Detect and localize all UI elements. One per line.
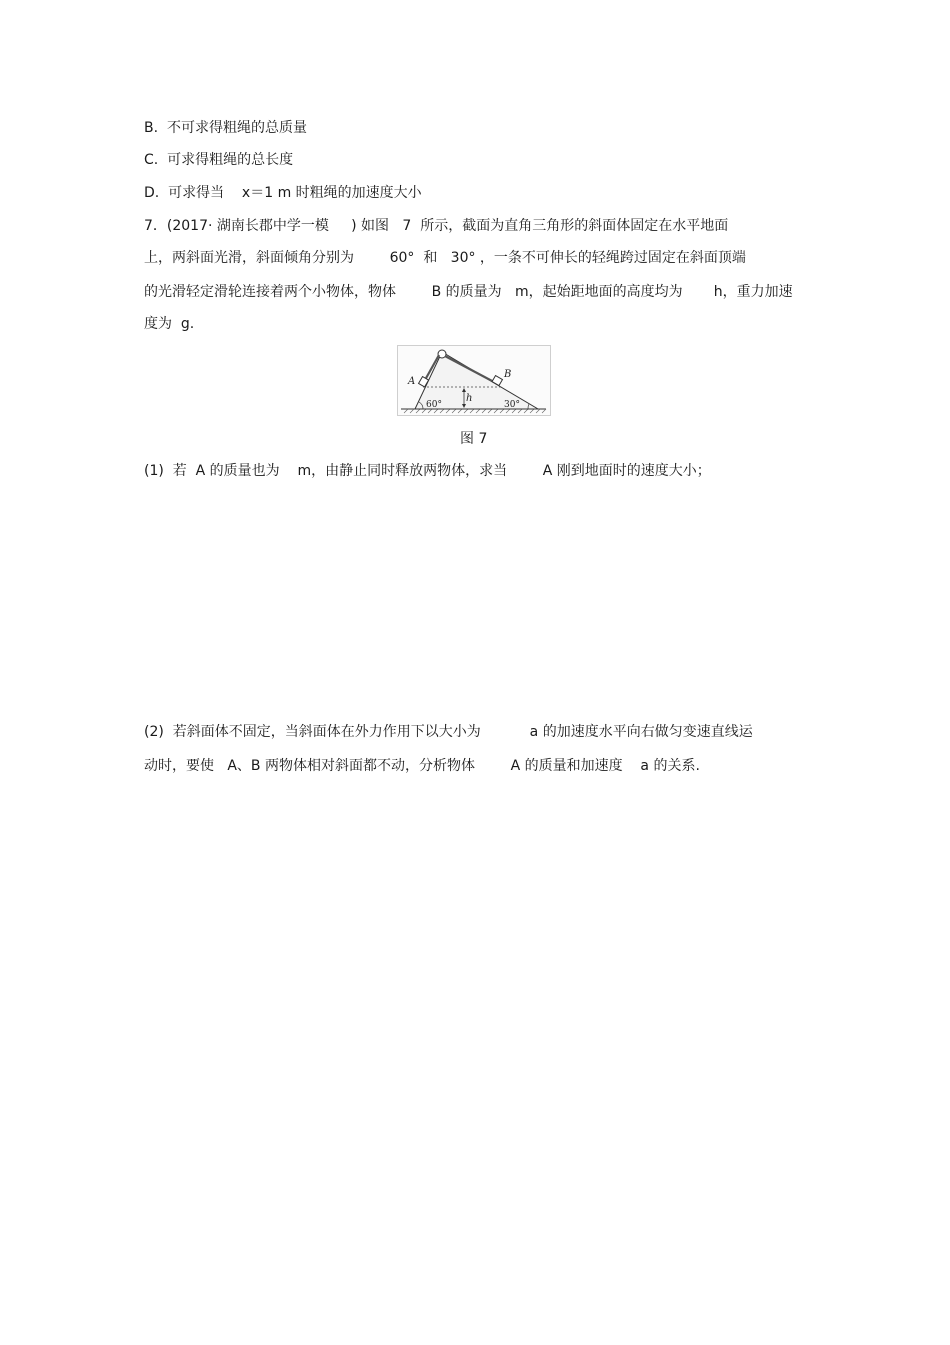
incline-figure (397, 345, 551, 416)
label-a: A (408, 376, 416, 387)
option-c: C. 可求得粗绳的总长度 (144, 152, 294, 168)
question-7-line-1: 7．(2017· 湖南长郡中学一模 ) 如图 7 所示，截面为直角三角形的斜面体固定在水平地面 (144, 218, 729, 234)
part-1-text: (1) 若 A 的质量也为 m，由静止同时释放两物体，求当 A 刚到地面时的速度大小； (144, 463, 711, 479)
option-b: B. 不可求得粗绳的总质量 (144, 120, 307, 136)
option-d: D. 可求得当 x＝1 m 时粗绳的加速度大小 (144, 185, 422, 201)
part-2-line-1: (2) 若斜面体不固定，当斜面体在外力作用下以大小为 a 的加速度水平向右做匀变速直线运 (144, 724, 753, 740)
question-7-line-2: 上，两斜面光滑，斜面倾角分别为 60° 和 30° ，一条不可伸长的轻绳跨过固定在斜面顶端 (144, 250, 746, 266)
question-7-line-3: 的光滑轻定滑轮连接着两个小物体，物体 B 的质量为 m，起始距地面的高度均为 h，重力加速 (144, 284, 793, 300)
question-7-line-4: 度为 g. (144, 316, 195, 332)
part-2-line-2: 动时，要使 A、B 两物体相对斜面都不动，分析物体 A 的质量和加速度 a 的关系. (144, 758, 700, 774)
label-b: B (504, 369, 512, 380)
label-h: h (466, 393, 473, 404)
figure-caption: 图 7 (460, 431, 488, 447)
label-angle-30: 30° (504, 400, 520, 410)
label-angle-60: 60° (426, 400, 442, 410)
